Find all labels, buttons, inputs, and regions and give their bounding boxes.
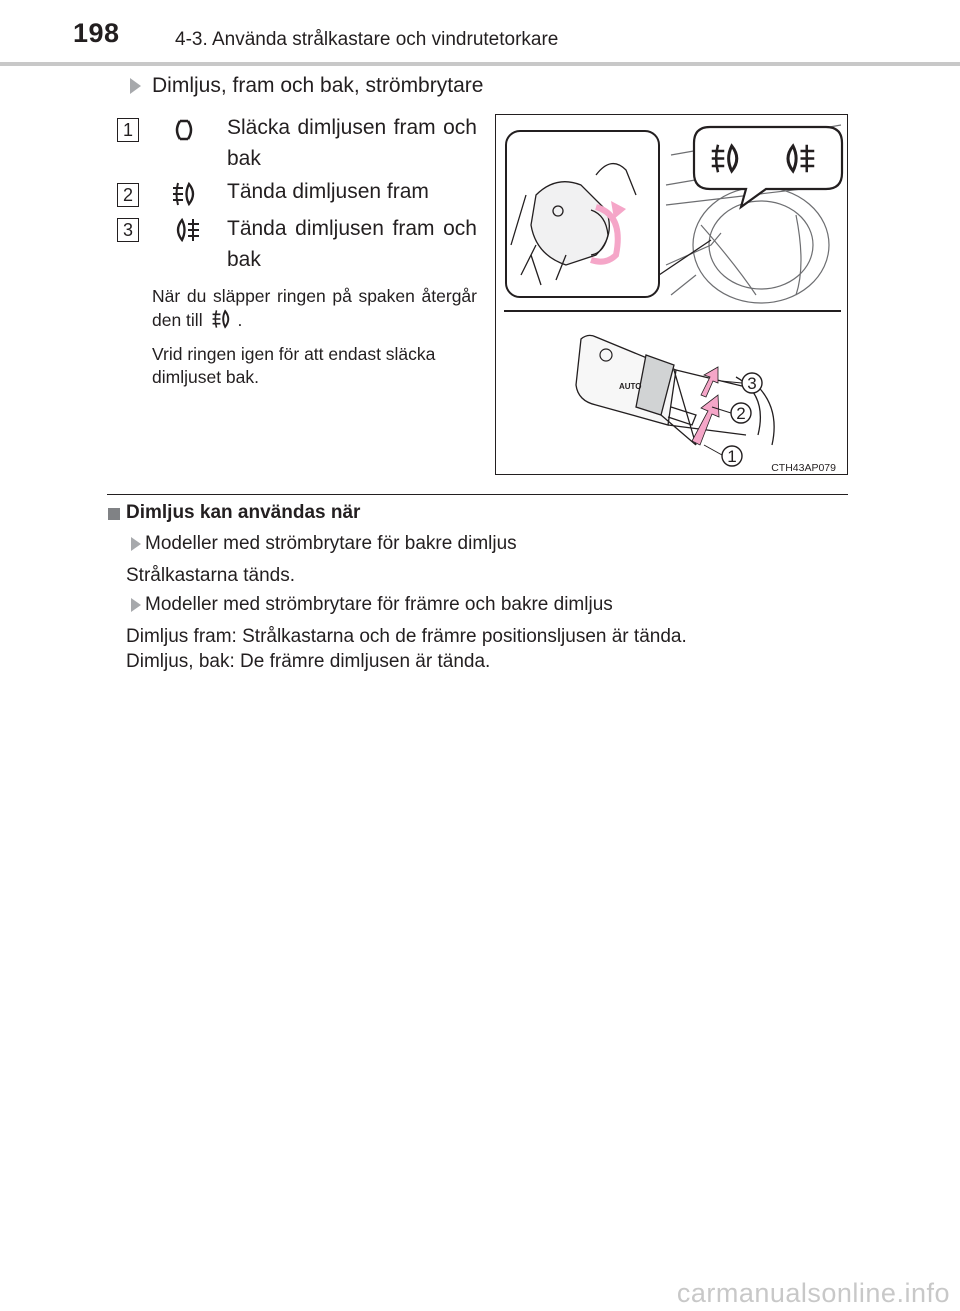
item-label-2: Tända dimljusen fram [227,180,429,203]
rear-fog-light-icon [170,216,202,244]
note-rotate-again: Vrid ringen igen för att endast släcka dimljuset bak. [152,344,436,387]
figure-code: CTH43AP079 [771,462,836,473]
model-rear-fog-title: Modeller med strömbrytare för bakre dimljus [145,533,517,554]
front-fog-light-icon [170,180,200,208]
item-label-1: Släcka dimljusen fram och bak [227,116,477,170]
section-title: Dimljus kan användas när [126,502,361,523]
chapter-title: 4-3. Använda strålkastare och vindrutetorkare [175,29,559,50]
fog-switch-figure [495,114,848,475]
item-number-2: 2 [117,183,139,207]
bullet-triangle-icon [131,598,141,612]
arrow-position-2 [701,367,718,397]
fog-switch-illustration [496,115,846,473]
note-release-ring-end: . [237,310,243,330]
fog-switch-heading: Dimljus, fram och bak, strömbrytare [152,74,484,97]
note-release-ring [152,285,477,332]
callout-label-2: 2 [736,404,746,423]
model-front-rear-fog-text-1: Dimljus fram: Strålkastarna och de främre positionsljusen är tända. [126,626,687,647]
watermark: carmanualsonline.info [676,1278,950,1308]
model-front-rear-fog-title: Modeller med strömbrytare för främre och bakre dimljus [145,594,613,615]
item-number-3: 3 [117,218,139,242]
bullet-triangle-icon [130,78,141,94]
bullet-triangle-icon [131,537,141,551]
section-rule [107,494,848,495]
callout-leader-1 [704,445,722,455]
item-label-3: Tända dimljusen fram och bak [227,217,477,271]
callout-label-1: 1 [727,447,737,466]
header-rule [0,62,960,66]
section-square-icon [108,508,120,520]
fog-light-off-icon [171,117,197,143]
zoom-connector [659,240,711,275]
callout-label-3: 3 [747,374,757,393]
item-number-1: 1 [117,118,139,142]
page-number: 198 [73,18,120,48]
model-front-rear-fog-text-2: Dimljus, bak: De främre dimljusen är tända. [126,651,491,672]
front-fog-light-icon [209,308,235,330]
note-release-ring-text: När du släpper ringen på spaken återgår den till [152,286,477,330]
lever-auto-label: AUTO [619,382,642,391]
model-rear-fog-text: Strålkastarna tänds. [126,565,295,586]
arrow-position-1 [692,395,719,445]
